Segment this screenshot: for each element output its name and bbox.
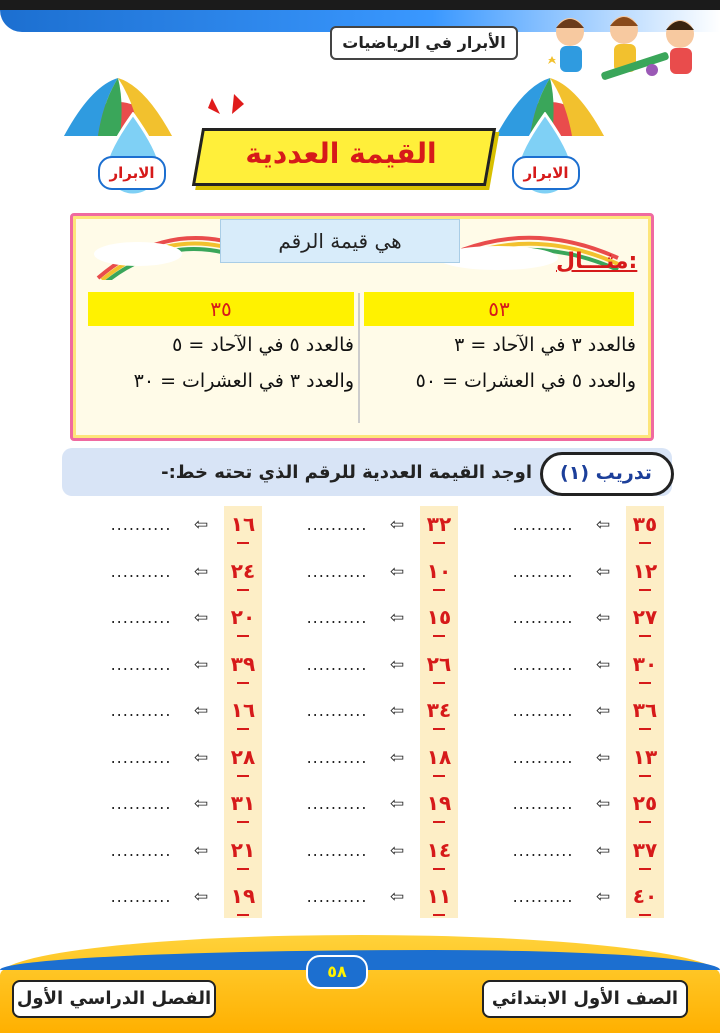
exercise-number: ١٥: [420, 595, 458, 643]
lesson-title: القيمة العددية: [245, 137, 437, 170]
exercise-number: ١٠: [420, 549, 458, 597]
answer-blank[interactable]: ..........: [306, 655, 368, 674]
arrow-left-icon: ⇦: [193, 887, 209, 907]
arrow-left-icon: ⇦: [389, 515, 405, 535]
exercise-tag: تدريب (١): [560, 462, 652, 484]
answer-blank[interactable]: ..........: [306, 562, 368, 581]
arrow-left-icon: ⇦: [193, 701, 209, 721]
arrow-left-icon: ⇦: [193, 562, 209, 582]
answer-blank[interactable]: ..........: [110, 515, 172, 534]
exercise-number: ١٣: [626, 735, 664, 783]
arrow-left-icon: ⇦: [595, 887, 611, 907]
arrow-left-icon: ⇦: [389, 608, 405, 628]
answer-blank[interactable]: ..........: [512, 515, 574, 534]
answer-blank[interactable]: ..........: [512, 887, 574, 906]
exercise-number: ١٤: [420, 828, 458, 876]
arrow-left-icon: ⇦: [389, 841, 405, 861]
answer-blank[interactable]: ..........: [110, 655, 172, 674]
arrow-left-icon: ⇦: [193, 515, 209, 535]
exercise-number: ٢٤: [224, 549, 262, 597]
arrow-left-icon: ⇦: [389, 794, 405, 814]
page-number: ٥٨: [306, 955, 368, 989]
sparkle-icon: [204, 92, 254, 126]
arrow-left-icon: ⇦: [389, 562, 405, 582]
example-right-line2: والعدد ٥ في العشرات = ٥٠: [415, 370, 636, 392]
arrow-left-icon: ⇦: [595, 794, 611, 814]
arrow-left-icon: ⇦: [389, 748, 405, 768]
answer-blank[interactable]: ..........: [110, 608, 172, 627]
answer-blank[interactable]: ..........: [110, 887, 172, 906]
arrow-left-icon: ⇦: [193, 794, 209, 814]
arrow-left-icon: ⇦: [389, 655, 405, 675]
answer-blank[interactable]: ..........: [306, 748, 368, 767]
arrow-left-icon: ⇦: [193, 841, 209, 861]
answer-blank[interactable]: ..........: [512, 655, 574, 674]
answer-blank[interactable]: ..........: [110, 701, 172, 720]
answer-blank[interactable]: ..........: [512, 562, 574, 581]
example-left-line1: فالعدد ٥ في الآحاد = ٥: [172, 334, 354, 356]
arrow-left-icon: ⇦: [595, 841, 611, 861]
arrow-left-icon: ⇦: [193, 748, 209, 768]
example-left-number: ٣٥: [88, 292, 354, 326]
answer-blank[interactable]: ..........: [512, 608, 574, 627]
example-label: مثـــال:: [556, 249, 638, 274]
answer-blank[interactable]: ..........: [306, 608, 368, 627]
exercise-number: ٣٦: [626, 688, 664, 736]
exercise-number: ٢٧: [626, 595, 664, 643]
answer-blank[interactable]: ..........: [110, 748, 172, 767]
arrow-left-icon: ⇦: [389, 701, 405, 721]
exercise-number: ٣٤: [420, 688, 458, 736]
exercise-number: ١٦: [224, 502, 262, 550]
exercise-number: ٢٨: [224, 735, 262, 783]
arrow-left-icon: ⇦: [595, 748, 611, 768]
arrow-left-icon: ⇦: [389, 887, 405, 907]
exercise-number: ٣٢: [420, 502, 458, 550]
answer-blank[interactable]: ..........: [110, 841, 172, 860]
answer-blank[interactable]: ..........: [110, 562, 172, 581]
exercise-number: ١٢: [626, 549, 664, 597]
exercise-number: ٢٠: [224, 595, 262, 643]
exercise-number: ١٩: [420, 781, 458, 829]
answer-blank[interactable]: ..........: [512, 701, 574, 720]
exercise-instruction: اوجد القيمة العددية للرقم الذي تحته خط:-: [161, 462, 532, 483]
exercise-number: ٣٧: [626, 828, 664, 876]
exercise-number: ٢١: [224, 828, 262, 876]
exercise-number: ٢٥: [626, 781, 664, 829]
arrow-left-icon: ⇦: [193, 655, 209, 675]
answer-blank[interactable]: ..........: [512, 748, 574, 767]
answer-blank[interactable]: ..........: [306, 887, 368, 906]
answer-blank[interactable]: ..........: [306, 794, 368, 813]
exercise-number: ٤٠: [626, 874, 664, 922]
answer-blank[interactable]: ..........: [306, 701, 368, 720]
exercise-number: ٣٠: [626, 642, 664, 690]
exercise-number: ٣٩: [224, 642, 262, 690]
exercise-number: ٢٦: [420, 642, 458, 690]
answer-blank[interactable]: ..........: [306, 515, 368, 534]
answer-blank[interactable]: ..........: [512, 794, 574, 813]
answer-blank[interactable]: ..........: [110, 794, 172, 813]
arrow-left-icon: ⇦: [595, 608, 611, 628]
arrow-left-icon: ⇦: [595, 655, 611, 675]
answer-blank[interactable]: ..........: [306, 841, 368, 860]
exercise-number: ١٦: [224, 688, 262, 736]
arrow-left-icon: ⇦: [193, 608, 209, 628]
exercise-number: ٣١: [224, 781, 262, 829]
exercise-number: ١١: [420, 874, 458, 922]
example-right-line1: فالعدد ٣ في الآحاد = ٣: [454, 334, 636, 356]
exercise-number: ١٨: [420, 735, 458, 783]
exercise-number: ٣٥: [626, 502, 664, 550]
arrow-left-icon: ⇦: [595, 515, 611, 535]
definition-text: هي قيمة الرقم: [220, 219, 460, 263]
example-left-line2: والعدد ٣ في العشرات = ٣٠: [133, 370, 354, 392]
exercise-number: ١٩: [224, 874, 262, 922]
arrow-left-icon: ⇦: [595, 562, 611, 582]
brand-badge-right: الابرار: [512, 156, 580, 190]
answer-blank[interactable]: ..........: [512, 841, 574, 860]
example-divider: [358, 293, 360, 423]
term-label: الفصل الدراسي الأول: [12, 980, 216, 1018]
grade-label: الصف الأول الابتدائي: [482, 980, 688, 1018]
brand-badge-left: الابرار: [98, 156, 166, 190]
arrow-left-icon: ⇦: [595, 701, 611, 721]
example-right-number: ٥٣: [364, 292, 634, 326]
series-title: الأبرار في الرياضيات: [330, 26, 518, 60]
